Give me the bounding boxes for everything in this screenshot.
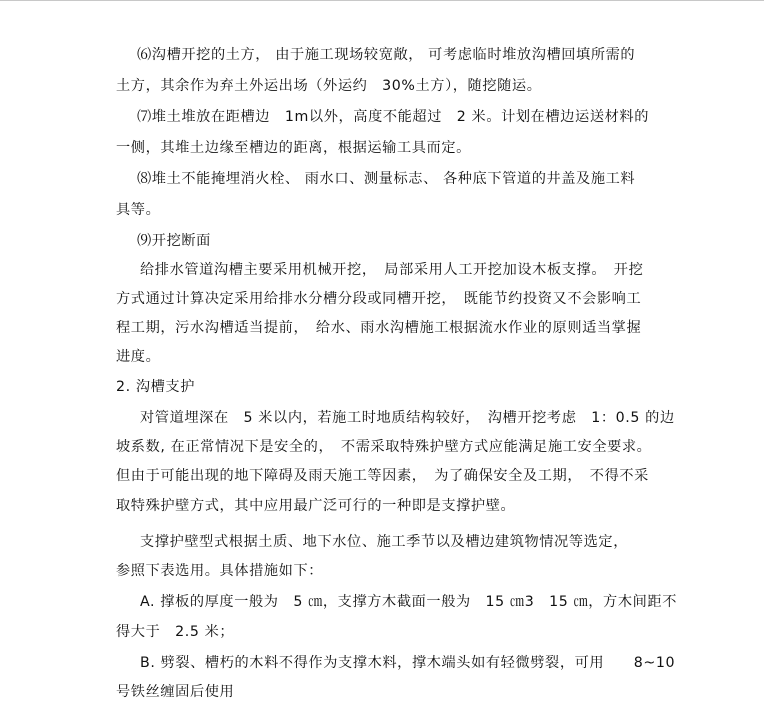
support-paragraph-line-3: 但由于可能出现的地下障碍及雨天施工等因素， 为了确保安全及工期， 不得不采 [116, 468, 649, 484]
support-paragraph-line-1: 对管道埋深在 5 米以内，若施工时地质结构较好， 沟槽开挖考虑 1：0.5 的边 [140, 410, 675, 426]
page-top-border [0, 0, 764, 1]
excavation-paragraph-line-2: 方式通过计算决定采用给排水分槽分段或同槽开挖， 既能节约投资又不会影响工 [116, 291, 642, 307]
paragraph-7-line-2: 一侧，其堆土边缘至槽边的距离，根据运输工具而定。 [116, 140, 471, 156]
paragraph-9-title: ⑼开挖断面 [137, 233, 211, 249]
excavation-paragraph-line-3: 程工期，污水沟槽适当提前， 给水、雨水沟槽施工根据流水作业的原则适当掌握 [116, 320, 642, 336]
measure-a-line-1: A. 撑板的厚度一般为 5 ㎝，支撑方木截面一般为 15 ㎝3 15 ㎝，方木间距不 [140, 594, 677, 610]
section-heading-trench-support: 2. 沟槽支护 [116, 379, 195, 395]
paragraph-8-line-2: 具等。 [116, 202, 161, 218]
excavation-paragraph-line-1: 给排水管道沟槽主要采用机械开挖， 局部采用人工开挖加设木板支撑。 开挖 [140, 262, 644, 278]
excavation-paragraph-line-4: 进度。 [116, 349, 161, 365]
paragraph-8-line-1: ⑻堆土不能掩埋消火栓、 雨水口、测量标志、 各种底下管道的井盖及施工料 [137, 171, 636, 187]
measure-b-line-1: B. 劈裂、槽朽的木料不得作为支撑木料，撑木端头如有轻微劈裂，可用 8~10 [140, 655, 676, 671]
support-paragraph-line-2: 坡系数, 在正常情况下是安全的， 不需采取特殊护壁方式应能满足施工安全要求。 [116, 439, 652, 455]
wall-type-paragraph-line-1: 支撑护壁型式根据土质、地下水位、施工季节以及槽边建筑物情况等选定， [140, 534, 628, 550]
measure-a-line-2: 得大于 2.5 米； [116, 624, 235, 640]
paragraph-6-line-2: 土方，其余作为弃土外运出场（外运约 30%土方），随挖随运。 [116, 78, 542, 94]
support-paragraph-line-4: 取特殊护壁方式，其中应用最广泛可行的一种即是支撑护壁。 [116, 498, 516, 514]
measure-b-line-2: 号铁丝缠固后使用 [116, 684, 235, 700]
paragraph-7-line-1: ⑺堆土堆放在距槽边 1m以外，高度不能超过 2 米。计划在槽边运送材料的 [137, 109, 649, 125]
wall-type-paragraph-line-2: 参照下表选用。具体措施如下： [116, 563, 324, 579]
paragraph-6-line-1: ⑹沟槽开挖的土方， 由于施工现场较宽敞， 可考虑临时堆放沟槽回填所需的 [137, 47, 636, 63]
